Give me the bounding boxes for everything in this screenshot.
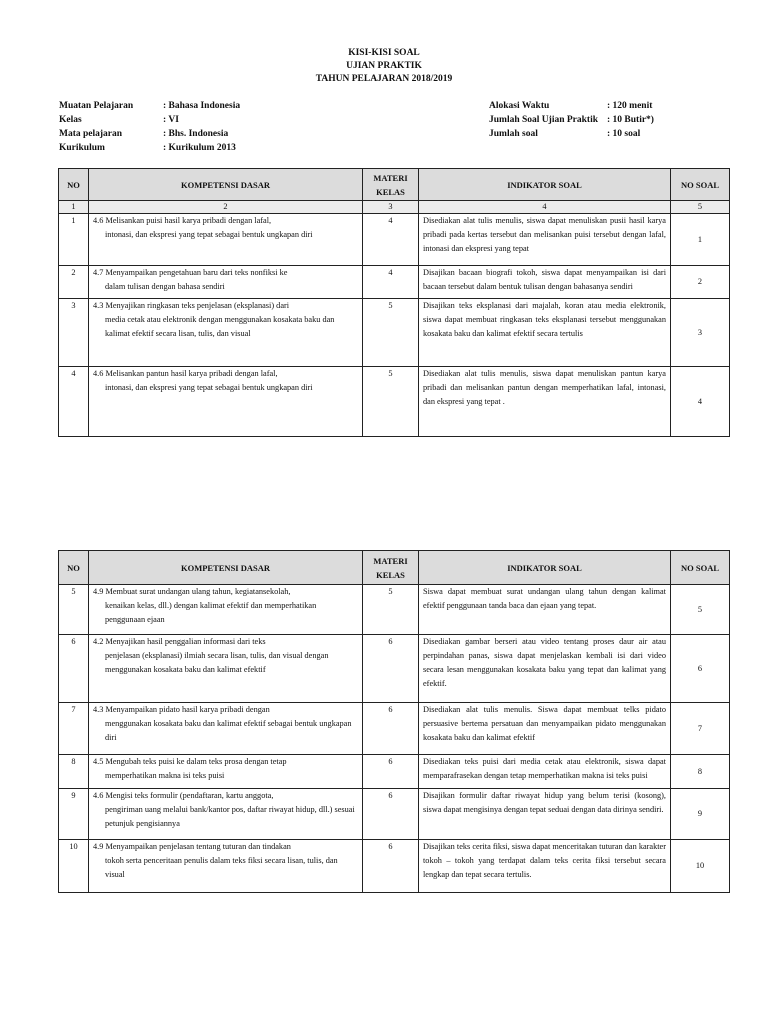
kd-rest: kenaikan kelas, dll.) dengan kalimat efektif dan memperhatikan penggunaan ejaan <box>105 601 317 624</box>
row-no-soal: 4 <box>671 367 730 437</box>
header-kelas: KELAS <box>376 569 405 580</box>
kd-rest: intonasi, dan ekspresi yang tepat sebagai bentuk ungkapan diri <box>105 230 313 239</box>
row-no-soal: 6 <box>671 635 730 703</box>
kd-first-line: 4.7 Menyampaikan pengetahuan baru dari teks nonfiksi ke <box>93 268 288 277</box>
header-indikator-soal: INDIKATOR SOAL <box>419 551 671 585</box>
title-line-3: TAHUN PELAJARAN 2018/2019 <box>315 74 453 84</box>
meta-label: Jumlah Soal Ujian Praktik <box>489 115 599 125</box>
row-no: 8 <box>59 755 89 789</box>
header-kompetensi-dasar: KOMPETENSI DASAR <box>89 169 363 201</box>
row-no: 9 <box>59 789 89 840</box>
table-header-row <box>59 169 730 201</box>
kd-first-line: 4.9 Membuat surat undangan ulang tahun, kegiatansekolah, <box>93 587 291 596</box>
header-materi-kelas <box>363 169 419 201</box>
meta-value: : Bahasa Indonesia <box>163 101 241 111</box>
meta-left-block <box>59 99 240 155</box>
header-no: NO <box>59 551 89 585</box>
meta-value: : 10 soal <box>607 129 641 139</box>
row-no-soal: 3 <box>671 299 730 367</box>
row-no: 7 <box>59 703 89 755</box>
kd-rest: penjelasan (eksplanasi) ilmiah secara lisan, tulis, dan visual dengan menggunakan kosakata baku dan kalimat efektif <box>105 651 329 674</box>
row-no-soal: 7 <box>671 703 730 755</box>
row-indikator-soal: Disajikan teks eksplanasi dari majalah, koran atau media elektronik, siswa dapat membuat ringkasan teks eksplanasi tersebut menggunakan kosakata baku dan kalimat efektif secara tertulis <box>419 299 671 367</box>
header-materi: MATERI <box>373 555 408 566</box>
column-number: 5 <box>671 201 730 214</box>
row-no-soal: 5 <box>671 585 730 635</box>
meta-row <box>59 113 240 127</box>
row-indikator-soal: Disediakan alat tulis menulis. Siswa dapat membuat telks pidato persuasive bertema persatuan dan menyampaikan pidato menggunakan kosakata baku dan kalimat efektif <box>419 703 671 755</box>
row-no: 1 <box>59 214 89 266</box>
row-materi-kelas: 4 <box>363 214 419 266</box>
row-materi-kelas: 6 <box>363 840 419 893</box>
row-materi-kelas: 5 <box>363 299 419 367</box>
kd-rest: dalam tulisan dengan bahasa sendiri <box>105 282 225 291</box>
kd-first-line: 4.5 Mengubah teks puisi ke dalam teks prosa dengan tetap <box>93 757 287 766</box>
header-no-soal: NO SOAL <box>671 551 730 585</box>
column-number: 4 <box>419 201 671 214</box>
kd-first-line: 4.2 Menyajikan hasil penggalian informasi dari teks <box>93 637 266 646</box>
header-indikator-soal: INDIKATOR SOAL <box>419 169 671 201</box>
kd-rest: menggunakan kosakata baku dan kalimat efektif sebagai bentuk ungkapan diri <box>105 719 352 742</box>
meta-row <box>489 99 654 113</box>
row-indikator-soal: Disediakan teks puisi dari media cetak atau elektronik, siswa dapat memparafrasekan dengan tetap memperhatikan makna isi teks puisi <box>419 755 671 789</box>
table-header-row <box>59 551 730 585</box>
row-no: 6 <box>59 635 89 703</box>
row-kompetensi-dasar <box>89 299 363 367</box>
row-no: 3 <box>59 299 89 367</box>
header-no: NO <box>59 169 89 201</box>
row-no-soal: 9 <box>671 789 730 840</box>
row-kompetensi-dasar <box>89 840 363 893</box>
kd-first-line: 4.9 Menyampaikan penjelasan tentang tuturan dan tindakan <box>93 842 291 851</box>
meta-row <box>489 127 654 141</box>
kd-first-line: 4.3 Menyampaikan pidato hasil karya pribadi dengan <box>93 705 270 714</box>
row-indikator-soal: Disajikan teks cerita fiksi, siswa dapat menceritakan tuturan dan karakter tokoh – tokoh yang terdapat dalam teks cerita fiksi tersebut secara lengkap dan tepat secara tertulis. <box>419 840 671 893</box>
meta-label: Mata pelajaran <box>59 129 123 139</box>
table-row <box>59 840 730 893</box>
row-indikator-soal: Disajikan formulir daftar riwayat hidup yang belum terisi (kosong), siswa dapat mengisinya dengan tepat seduai dengan data dirinya sendiri. <box>419 789 671 840</box>
row-indikator-soal: Disediakan gambar berseri atau video tentang proses daur air atau perpindahan panas, siswa dapat menjelaskan kembali isi dari video secara lesan menggunakan kosakata baku yang tepat dan kalimat yang efektif. <box>419 635 671 703</box>
row-no-soal: 1 <box>671 214 730 266</box>
header-materi: MATERI <box>373 172 408 183</box>
header-kelas: KELAS <box>376 186 405 197</box>
meta-value: : Bhs. Indonesia <box>163 129 229 139</box>
row-kompetensi-dasar <box>89 703 363 755</box>
table-row <box>59 266 730 299</box>
meta-value: : 10 Butir*) <box>607 115 654 125</box>
table-row <box>59 755 730 789</box>
kd-rest: memperhatikan makna isi teks puisi <box>105 771 225 780</box>
kisi-kisi-table-1 <box>58 168 730 437</box>
meta-value: : Kurikulum 2013 <box>163 143 236 153</box>
row-materi-kelas: 6 <box>363 703 419 755</box>
meta-row <box>59 127 240 141</box>
kd-rest: media cetak atau elektronik dengan menggunakan kosakata baku dan kalimat efektif secara lisan, tulis, dan visual <box>105 315 335 338</box>
row-kompetensi-dasar <box>89 214 363 266</box>
table-row <box>59 585 730 635</box>
row-materi-kelas: 4 <box>363 266 419 299</box>
row-no-soal: 8 <box>671 755 730 789</box>
header-no-soal: NO SOAL <box>671 169 730 201</box>
meta-row <box>59 141 240 155</box>
kd-first-line: 4.6 Melisankan pantun hasil karya pribadi dengan lafal, <box>93 369 278 378</box>
row-kompetensi-dasar <box>89 266 363 299</box>
column-number: 1 <box>59 201 89 214</box>
header-kompetensi-dasar: KOMPETENSI DASAR <box>89 551 363 585</box>
table-row <box>59 299 730 367</box>
kd-rest: tokoh serta penceritaan penulis dalam teks fiksi secara lisan, tulis, dan visual <box>105 856 338 879</box>
meta-label: Kelas <box>59 115 82 125</box>
table-row <box>59 367 730 437</box>
row-no: 10 <box>59 840 89 893</box>
title-line-1: KISI-KISI SOAL <box>348 48 420 58</box>
table-row <box>59 789 730 840</box>
meta-row <box>59 99 240 113</box>
table-row <box>59 214 730 266</box>
row-no: 2 <box>59 266 89 299</box>
row-materi-kelas: 6 <box>363 755 419 789</box>
document-title <box>0 47 768 86</box>
kd-first-line: 4.6 Melisankan puisi hasil karya pribadi dengan lafal, <box>93 216 272 225</box>
meta-value: : VI <box>163 115 179 125</box>
meta-value: : 120 menit <box>607 101 653 111</box>
meta-label: Alokasi Waktu <box>489 101 550 111</box>
header-materi-kelas <box>363 551 419 585</box>
meta-right-block <box>489 99 654 141</box>
row-no-soal: 10 <box>671 840 730 893</box>
meta-row <box>489 113 654 127</box>
row-kompetensi-dasar <box>89 755 363 789</box>
row-kompetensi-dasar <box>89 367 363 437</box>
row-indikator-soal: Siswa dapat membuat surat undangan ulang tahun dengan kalimat efektif penggunaan tanda baca dan ejaan yang tepat. <box>419 585 671 635</box>
row-no: 5 <box>59 585 89 635</box>
column-number: 2 <box>89 201 363 214</box>
meta-label: Kurikulum <box>59 143 105 153</box>
row-no-soal: 2 <box>671 266 730 299</box>
row-materi-kelas: 5 <box>363 585 419 635</box>
row-indikator-soal: Disajikan bacaan biografi tokoh, siswa dapat menyampaikan isi dari bacaan tersebut dalam bentuk tulisan dengan bahasanya sendiri <box>419 266 671 299</box>
row-kompetensi-dasar <box>89 789 363 840</box>
row-materi-kelas: 6 <box>363 789 419 840</box>
title-line-2: UJIAN PRAKTIK <box>346 61 422 71</box>
table-row <box>59 703 730 755</box>
column-number-row <box>59 201 730 214</box>
kd-rest: intonasi, dan ekspresi yang tepat sebagai bentuk ungkapan diri <box>105 383 313 392</box>
row-materi-kelas: 5 <box>363 367 419 437</box>
kisi-kisi-table-2 <box>58 550 730 893</box>
meta-label: Jumlah soal <box>489 129 538 139</box>
column-number: 3 <box>363 201 419 214</box>
table-row <box>59 635 730 703</box>
row-no: 4 <box>59 367 89 437</box>
kd-rest: pengiriman uang melalui bank/kantor pos, daftar riwayat hidup, dll.) sesuai petunjuk pengisiannya <box>105 805 355 828</box>
row-indikator-soal: Disediakan alat tulis menulis, siswa dapat menuliskan pusii hasil karya pribadi pada kertas tersebut dan melisankan puisi tersebut dengan lafal, intonasi dan ekspresi yang tepat <box>419 214 671 266</box>
row-materi-kelas: 6 <box>363 635 419 703</box>
row-kompetensi-dasar <box>89 635 363 703</box>
kd-first-line: 4.6 Mengisi teks formulir (pendaftaran, kartu anggota, <box>93 791 274 800</box>
meta-label: Muatan Pelajaran <box>59 101 134 111</box>
row-indikator-soal: Disediakan alat tulis menulis, siswa dapat menuliskan pantun karya pribadi dan melisankan pantun dengan memperhatikan lafal, intonasi, dan ekspresi yang tepat . <box>419 367 671 437</box>
row-kompetensi-dasar <box>89 585 363 635</box>
kd-first-line: 4.3 Menyajikan ringkasan teks penjelasan (eksplanasi) dari <box>93 301 290 310</box>
